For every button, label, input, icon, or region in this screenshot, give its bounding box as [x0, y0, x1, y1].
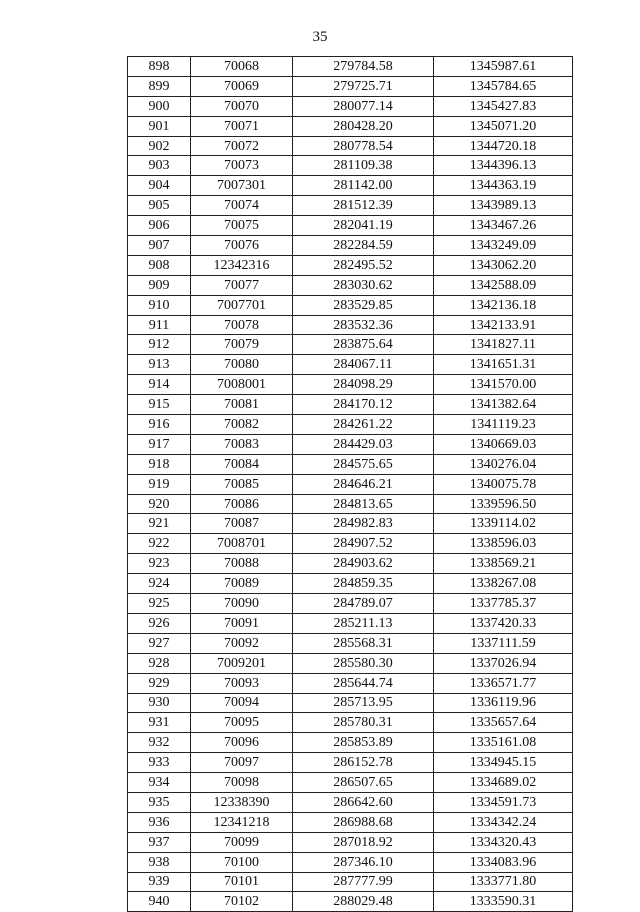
x-coordinate-cell: 285713.95: [293, 693, 434, 713]
y-coordinate-cell: 1337026.94: [434, 653, 573, 673]
table-row: [128, 355, 573, 375]
x-coordinate-cell: 284813.65: [293, 494, 434, 514]
y-coordinate-cell: 1334591.73: [434, 792, 573, 812]
point-id-cell: 70073: [191, 156, 293, 176]
x-coordinate-cell: 285211.13: [293, 613, 434, 633]
table-row: [128, 713, 573, 733]
x-coordinate-cell: 279784.58: [293, 57, 434, 77]
row-number-cell: 923: [128, 554, 191, 574]
point-id-cell: 70092: [191, 633, 293, 653]
y-coordinate-cell: 1337111.59: [434, 633, 573, 653]
row-number-cell: 899: [128, 76, 191, 96]
row-number-cell: 908: [128, 255, 191, 275]
y-coordinate-cell: 1334320.43: [434, 832, 573, 852]
table-row: [128, 176, 573, 196]
x-coordinate-cell: 283030.62: [293, 275, 434, 295]
table-row: [128, 852, 573, 872]
row-number-cell: 932: [128, 733, 191, 753]
row-number-cell: 898: [128, 57, 191, 77]
table-row: [128, 494, 573, 514]
y-coordinate-cell: 1341827.11: [434, 335, 573, 355]
table-row: [128, 653, 573, 673]
point-id-cell: 70083: [191, 434, 293, 454]
row-number-cell: 936: [128, 812, 191, 832]
point-id-cell: 7008001: [191, 375, 293, 395]
y-coordinate-cell: 1343062.20: [434, 255, 573, 275]
point-id-cell: 70097: [191, 753, 293, 773]
y-coordinate-cell: 1344720.18: [434, 136, 573, 156]
point-id-cell: 70102: [191, 892, 293, 912]
row-number-cell: 921: [128, 514, 191, 534]
table-row: [128, 554, 573, 574]
table-row: [128, 534, 573, 554]
point-id-cell: 70089: [191, 574, 293, 594]
point-id-cell: 70087: [191, 514, 293, 534]
row-number-cell: 939: [128, 872, 191, 892]
y-coordinate-cell: 1333771.80: [434, 872, 573, 892]
row-number-cell: 911: [128, 315, 191, 335]
point-id-cell: 70071: [191, 116, 293, 136]
y-coordinate-cell: 1341570.00: [434, 375, 573, 395]
row-number-cell: 906: [128, 216, 191, 236]
x-coordinate-cell: 280428.20: [293, 116, 434, 136]
y-coordinate-cell: 1342136.18: [434, 295, 573, 315]
row-number-cell: 910: [128, 295, 191, 315]
row-number-cell: 919: [128, 474, 191, 494]
point-id-cell: 70075: [191, 216, 293, 236]
table-row: [128, 693, 573, 713]
y-coordinate-cell: 1337420.33: [434, 613, 573, 633]
point-id-cell: 70100: [191, 852, 293, 872]
y-coordinate-cell: 1337785.37: [434, 594, 573, 614]
point-id-cell: 70082: [191, 415, 293, 435]
row-number-cell: 924: [128, 574, 191, 594]
x-coordinate-cell: 280778.54: [293, 136, 434, 156]
table-row: [128, 216, 573, 236]
x-coordinate-cell: 284859.35: [293, 574, 434, 594]
x-coordinate-cell: 282495.52: [293, 255, 434, 275]
row-number-cell: 904: [128, 176, 191, 196]
x-coordinate-cell: 287777.99: [293, 872, 434, 892]
table-row: [128, 116, 573, 136]
y-coordinate-cell: 1340669.03: [434, 434, 573, 454]
y-coordinate-cell: 1334342.24: [434, 812, 573, 832]
point-id-cell: 70070: [191, 96, 293, 116]
x-coordinate-cell: 284982.83: [293, 514, 434, 534]
table-row: [128, 375, 573, 395]
table-row: [128, 733, 573, 753]
point-id-cell: 70094: [191, 693, 293, 713]
table-row: [128, 295, 573, 315]
row-number-cell: 938: [128, 852, 191, 872]
table-row: [128, 633, 573, 653]
table-row: [128, 832, 573, 852]
x-coordinate-cell: 282284.59: [293, 236, 434, 256]
x-coordinate-cell: 286988.68: [293, 812, 434, 832]
table-row: [128, 76, 573, 96]
y-coordinate-cell: 1345784.65: [434, 76, 573, 96]
row-number-cell: 920: [128, 494, 191, 514]
table-row: [128, 57, 573, 77]
x-coordinate-cell: 281109.38: [293, 156, 434, 176]
table-row: [128, 255, 573, 275]
x-coordinate-cell: 279725.71: [293, 76, 434, 96]
x-coordinate-cell: 284098.29: [293, 375, 434, 395]
y-coordinate-cell: 1344396.13: [434, 156, 573, 176]
x-coordinate-cell: 285644.74: [293, 673, 434, 693]
table-row: [128, 594, 573, 614]
point-id-cell: 12342316: [191, 255, 293, 275]
row-number-cell: 916: [128, 415, 191, 435]
row-number-cell: 927: [128, 633, 191, 653]
y-coordinate-cell: 1334945.15: [434, 753, 573, 773]
table-row: [128, 673, 573, 693]
x-coordinate-cell: 287346.10: [293, 852, 434, 872]
y-coordinate-cell: 1341651.31: [434, 355, 573, 375]
point-id-cell: 7007701: [191, 295, 293, 315]
y-coordinate-cell: 1345987.61: [434, 57, 573, 77]
row-number-cell: 933: [128, 753, 191, 773]
point-id-cell: 12338390: [191, 792, 293, 812]
point-id-cell: 12341218: [191, 812, 293, 832]
row-number-cell: 935: [128, 792, 191, 812]
x-coordinate-cell: 285853.89: [293, 733, 434, 753]
point-id-cell: 70088: [191, 554, 293, 574]
table-row: [128, 275, 573, 295]
row-number-cell: 905: [128, 196, 191, 216]
y-coordinate-cell: 1339114.02: [434, 514, 573, 534]
row-number-cell: 900: [128, 96, 191, 116]
row-number-cell: 907: [128, 236, 191, 256]
coordinates-table-body: [128, 57, 573, 912]
point-id-cell: 70093: [191, 673, 293, 693]
y-coordinate-cell: 1338596.03: [434, 534, 573, 554]
y-coordinate-cell: 1336571.77: [434, 673, 573, 693]
row-number-cell: 926: [128, 613, 191, 633]
table-row: [128, 574, 573, 594]
point-id-cell: 7007301: [191, 176, 293, 196]
x-coordinate-cell: 285780.31: [293, 713, 434, 733]
row-number-cell: 930: [128, 693, 191, 713]
point-id-cell: 70086: [191, 494, 293, 514]
point-id-cell: 70091: [191, 613, 293, 633]
x-coordinate-cell: 284646.21: [293, 474, 434, 494]
y-coordinate-cell: 1341382.64: [434, 395, 573, 415]
x-coordinate-cell: 284170.12: [293, 395, 434, 415]
point-id-cell: 70081: [191, 395, 293, 415]
page-number: 35: [312, 29, 328, 45]
point-id-cell: 70068: [191, 57, 293, 77]
x-coordinate-cell: 286642.60: [293, 792, 434, 812]
table-row: [128, 454, 573, 474]
x-coordinate-cell: 284261.22: [293, 415, 434, 435]
y-coordinate-cell: 1338569.21: [434, 554, 573, 574]
row-number-cell: 902: [128, 136, 191, 156]
y-coordinate-cell: 1334083.96: [434, 852, 573, 872]
row-number-cell: 912: [128, 335, 191, 355]
x-coordinate-cell: 283532.36: [293, 315, 434, 335]
table-row: [128, 892, 573, 912]
point-id-cell: 70077: [191, 275, 293, 295]
point-id-cell: 70101: [191, 872, 293, 892]
x-coordinate-cell: 284067.11: [293, 355, 434, 375]
table-row: [128, 613, 573, 633]
row-number-cell: 929: [128, 673, 191, 693]
table-row: [128, 96, 573, 116]
table-row: [128, 872, 573, 892]
y-coordinate-cell: 1342588.09: [434, 275, 573, 295]
x-coordinate-cell: 284789.07: [293, 594, 434, 614]
point-id-cell: 70079: [191, 335, 293, 355]
row-number-cell: 903: [128, 156, 191, 176]
point-id-cell: 70085: [191, 474, 293, 494]
x-coordinate-cell: 284429.03: [293, 434, 434, 454]
coordinates-table: [127, 56, 573, 912]
table-row: [128, 236, 573, 256]
row-number-cell: 928: [128, 653, 191, 673]
point-id-cell: 7008701: [191, 534, 293, 554]
point-id-cell: 70098: [191, 773, 293, 793]
y-coordinate-cell: 1335657.64: [434, 713, 573, 733]
y-coordinate-cell: 1343467.26: [434, 216, 573, 236]
y-coordinate-cell: 1345071.20: [434, 116, 573, 136]
point-id-cell: 70069: [191, 76, 293, 96]
y-coordinate-cell: 1335161.08: [434, 733, 573, 753]
row-number-cell: 915: [128, 395, 191, 415]
table-row: [128, 514, 573, 534]
table-row: [128, 415, 573, 435]
point-id-cell: 70074: [191, 196, 293, 216]
row-number-cell: 917: [128, 434, 191, 454]
row-number-cell: 934: [128, 773, 191, 793]
point-id-cell: 7009201: [191, 653, 293, 673]
y-coordinate-cell: 1338267.08: [434, 574, 573, 594]
row-number-cell: 901: [128, 116, 191, 136]
row-number-cell: 913: [128, 355, 191, 375]
y-coordinate-cell: 1342133.91: [434, 315, 573, 335]
row-number-cell: 909: [128, 275, 191, 295]
table-row: [128, 156, 573, 176]
table-row: [128, 395, 573, 415]
row-number-cell: 925: [128, 594, 191, 614]
y-coordinate-cell: 1345427.83: [434, 96, 573, 116]
x-coordinate-cell: 281142.00: [293, 176, 434, 196]
table-row: [128, 196, 573, 216]
point-id-cell: 70080: [191, 355, 293, 375]
y-coordinate-cell: 1341119.23: [434, 415, 573, 435]
table-row: [128, 136, 573, 156]
point-id-cell: 70084: [191, 454, 293, 474]
point-id-cell: 70090: [191, 594, 293, 614]
point-id-cell: 70078: [191, 315, 293, 335]
x-coordinate-cell: 285568.31: [293, 633, 434, 653]
y-coordinate-cell: 1343989.13: [434, 196, 573, 216]
x-coordinate-cell: 280077.14: [293, 96, 434, 116]
table-row: [128, 335, 573, 355]
y-coordinate-cell: 1336119.96: [434, 693, 573, 713]
point-id-cell: 70099: [191, 832, 293, 852]
table-row: [128, 753, 573, 773]
table-row: [128, 773, 573, 793]
table-row: [128, 474, 573, 494]
x-coordinate-cell: 281512.39: [293, 196, 434, 216]
x-coordinate-cell: 283875.64: [293, 335, 434, 355]
row-number-cell: 937: [128, 832, 191, 852]
y-coordinate-cell: 1340075.78: [434, 474, 573, 494]
y-coordinate-cell: 1340276.04: [434, 454, 573, 474]
x-coordinate-cell: 287018.92: [293, 832, 434, 852]
point-id-cell: 70072: [191, 136, 293, 156]
row-number-cell: 931: [128, 713, 191, 733]
row-number-cell: 940: [128, 892, 191, 912]
y-coordinate-cell: 1339596.50: [434, 494, 573, 514]
x-coordinate-cell: 283529.85: [293, 295, 434, 315]
row-number-cell: 918: [128, 454, 191, 474]
x-coordinate-cell: 285580.30: [293, 653, 434, 673]
y-coordinate-cell: 1344363.19: [434, 176, 573, 196]
row-number-cell: 914: [128, 375, 191, 395]
point-id-cell: 70076: [191, 236, 293, 256]
table-row: [128, 792, 573, 812]
x-coordinate-cell: 286507.65: [293, 773, 434, 793]
x-coordinate-cell: 284575.65: [293, 454, 434, 474]
x-coordinate-cell: 286152.78: [293, 753, 434, 773]
x-coordinate-cell: 288029.48: [293, 892, 434, 912]
table-row: [128, 812, 573, 832]
table-row: [128, 434, 573, 454]
x-coordinate-cell: 284907.52: [293, 534, 434, 554]
x-coordinate-cell: 284903.62: [293, 554, 434, 574]
x-coordinate-cell: 282041.19: [293, 216, 434, 236]
y-coordinate-cell: 1343249.09: [434, 236, 573, 256]
table-row: [128, 315, 573, 335]
row-number-cell: 922: [128, 534, 191, 554]
point-id-cell: 70096: [191, 733, 293, 753]
point-id-cell: 70095: [191, 713, 293, 733]
y-coordinate-cell: 1334689.02: [434, 773, 573, 793]
y-coordinate-cell: 1333590.31: [434, 892, 573, 912]
